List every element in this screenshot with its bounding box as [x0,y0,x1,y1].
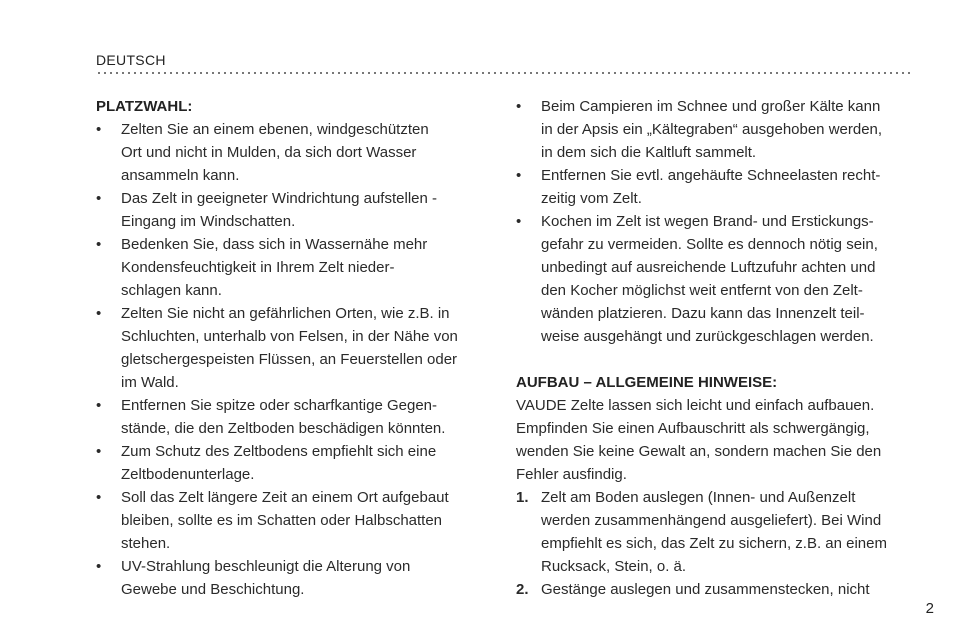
camping-tips-list [516,95,916,348]
text-line: Entfernen Sie spitze oder scharfkantige Gegen- [121,397,438,414]
text-line: Zelten Sie an einem ebenen, windgeschützten [121,121,429,138]
text-line: UV-Strahlung beschleunigt die Alterung von [121,558,411,575]
text-line: im Wald. [121,374,179,391]
text-line: Zelten Sie nicht an gefährlichen Orten, wie z.B. in [121,305,450,322]
text-line: unbedingt auf ausreichende Luftzufuhr achten und [541,259,876,276]
text-line: zeitig vom Zelt. [541,190,642,207]
step-item [516,578,916,601]
bullet-icon: • [96,121,102,138]
bullet-icon: • [516,213,522,230]
list-item [96,302,486,394]
bullet-icon: • [96,190,102,207]
text-line: weise ausgehängt und zurückgeschlagen werden. [541,328,874,345]
text-line: wänden platzieren. Dazu kann das Innenzelt teil- [541,305,865,322]
aufbau-intro-paragraph [516,394,916,486]
step-number: 2. [516,581,529,598]
text-line: Das Zelt in geeigneter Windrichtung aufstellen - [121,190,437,207]
text-line: in dem sich die Kaltluft sammelt. [541,144,757,161]
platzwahl-list [96,118,486,601]
bullet-icon: • [96,305,102,322]
list-item [516,95,916,164]
text-line: Empfinden Sie einen Aufbauschritt als schwergängig, [516,420,870,437]
bullet-icon: • [516,167,522,184]
list-item [96,118,486,187]
list-item [96,187,486,233]
bullet-icon: • [516,98,522,115]
list-item [96,555,486,601]
step-item [516,486,916,578]
list-item [96,394,486,440]
section-heading-platzwahl: PLATZWAHL: [96,98,193,115]
dotted-divider [96,72,914,74]
text-line: stehen. [121,535,171,552]
text-line: Kondensfeuchtigkeit in Ihrem Zelt nieder- [121,259,395,276]
text-line: gefahr zu vermeiden. Sollte es dennoch nötig sein, [541,236,878,253]
bullet-icon: • [96,489,102,506]
text-line: Beim Campieren im Schnee und großer Kälte kann [541,98,881,115]
page-number: 2 [925,600,934,617]
list-item [96,233,486,302]
text-line: wenden Sie keine Gewalt an, sondern machen Sie den [516,443,882,460]
text-line: Ort und nicht in Mulden, da sich dort Wasser [121,144,417,161]
list-item [96,486,486,555]
text-line: Fehler ausfindig. [516,466,627,483]
text-line: Entfernen Sie evtl. angehäufte Schneelasten recht- [541,167,881,184]
text-line: den Kocher möglichst weit entfernt von den Zelt- [541,282,863,299]
text-line: Rucksack, Stein, o. ä. [541,558,687,575]
text-line: Eingang im Windschatten. [121,213,296,230]
language-label: DEUTSCH [96,52,166,68]
text-line: Kochen im Zelt ist wegen Brand- und Erstickungs- [541,213,874,230]
text-line: Zelt am Boden auslegen (Innen- und Außenzelt [541,489,856,506]
text-line: VAUDE Zelte lassen sich leicht und einfach aufbauen. [516,397,875,414]
text-line: Bedenken Sie, dass sich in Wassernähe mehr [121,236,428,253]
text-line: ansammeln kann. [121,167,240,184]
text-line: Soll das Zelt längere Zeit an einem Ort aufgebaut [121,489,449,506]
bullet-icon: • [96,558,102,575]
aufbau-steps-list [516,486,916,601]
text-line: empfiehlt es sich, das Zelt zu sichern, z.B. an einem [541,535,887,552]
left-column [96,95,486,601]
text-line: schlagen kann. [121,282,222,299]
list-item [516,210,916,348]
step-number: 1. [516,489,529,506]
text-line: werden zusammenhängend ausgeliefert). Bei Wind [541,512,882,529]
text-line: Gestänge auslegen und zusammenstecken, nicht [541,581,870,598]
text-line: Schluchten, unterhalb von Felsen, in der Nähe von [121,328,458,345]
text-line: gletschergespeisten Flüssen, an Feuerstellen oder [121,351,458,368]
bullet-icon: • [96,443,102,460]
text-line: bleiben, sollte es im Schatten oder Halbschatten [121,512,443,529]
text-line: stände, die den Zeltboden beschädigen könnten. [121,420,446,437]
list-item [516,164,916,210]
text-line: Zum Schutz des Zeltbodens empfiehlt sich eine [121,443,437,460]
list-item [96,440,486,486]
text-line: Zeltbodenunterlage. [121,466,255,483]
text-line: Gewebe und Beschichtung. [121,581,305,598]
bullet-icon: • [96,397,102,414]
right-column [516,95,916,601]
text-line: in der Apsis ein „Kältegraben“ ausgehoben werden, [541,121,883,138]
section-heading-aufbau: AUFBAU – ALLGEMEINE HINWEISE: [516,374,778,391]
bullet-icon: • [96,236,102,253]
